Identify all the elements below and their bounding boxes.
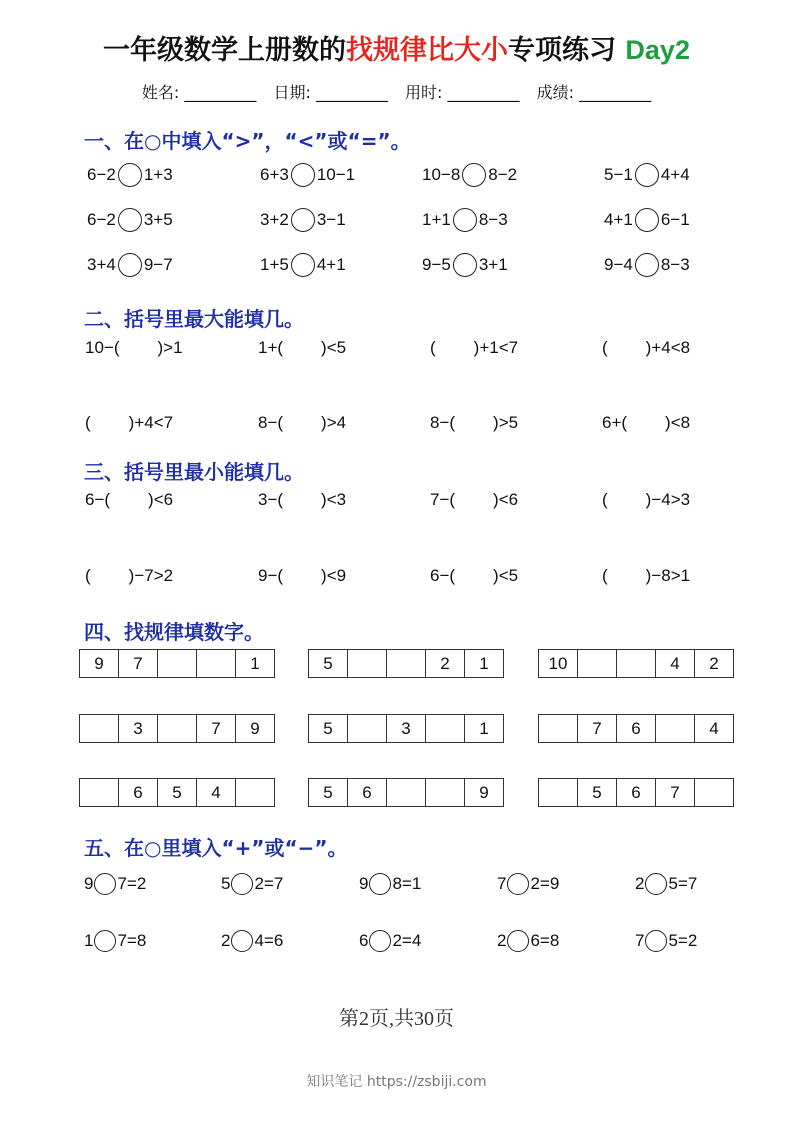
blank-cell[interactable] [386, 649, 426, 678]
expression-right: )<6 [148, 490, 174, 509]
operator-item [635, 926, 697, 956]
expression-right: )−8>1 [645, 566, 691, 585]
equation-right: 6=8 [530, 931, 560, 950]
blank-cell[interactable] [425, 778, 465, 807]
worksheet-title [0, 28, 793, 67]
compare-item [422, 250, 508, 280]
expression-right: )<8 [665, 413, 691, 432]
pattern-row [79, 649, 275, 678]
answer-circle[interactable] [453, 253, 477, 277]
blank-cell[interactable] [79, 778, 119, 807]
operator-item [221, 926, 283, 956]
answer-circle[interactable] [291, 208, 315, 232]
compare-item [422, 205, 508, 235]
operator-circle[interactable] [645, 873, 667, 895]
pattern-row [538, 714, 734, 743]
operand-left: 5 [221, 874, 231, 893]
blank-item [85, 561, 173, 591]
number-cell: 3 [118, 714, 158, 743]
number-cell: 9 [464, 778, 504, 807]
expression-left: 1+5 [260, 255, 289, 274]
number-cell: 5 [308, 714, 348, 743]
blank-cell[interactable] [347, 649, 387, 678]
number-cell: 9 [79, 649, 119, 678]
expression-right: )+4<8 [645, 338, 691, 357]
pattern-row [538, 649, 734, 678]
section2-title: 二、括号里最大能填几。 [84, 307, 304, 331]
compare-item [87, 250, 173, 280]
section3-title: 三、括号里最小能填几。 [84, 460, 304, 484]
page-number: 第2页,共30页 [339, 1008, 454, 1030]
compare-item [422, 160, 517, 190]
blank-item [85, 485, 173, 515]
expression-left: ( [602, 338, 608, 357]
operand-left: 9 [359, 874, 369, 893]
compare-item [260, 205, 346, 235]
expression-right: )<5 [493, 566, 519, 585]
number-cell: 9 [235, 714, 275, 743]
answer-circle[interactable] [635, 208, 659, 232]
number-cell: 5 [308, 778, 348, 807]
equation-right: 2=4 [392, 931, 422, 950]
blank-cell[interactable] [235, 778, 275, 807]
operator-circle[interactable] [507, 873, 529, 895]
expression-right: 9−7 [143, 255, 173, 274]
expression-left: 10−( [85, 338, 120, 357]
operator-item [359, 926, 421, 956]
expression-left: 6−( [85, 490, 111, 509]
operand-left: 9 [84, 874, 94, 893]
operator-item [84, 926, 146, 956]
expression-left: 6−2 [87, 165, 116, 184]
blank-cell[interactable] [694, 778, 734, 807]
operator-circle[interactable] [645, 930, 667, 952]
number-cell: 3 [386, 714, 426, 743]
operator-circle[interactable] [507, 930, 529, 952]
expression-left: 3+2 [260, 210, 289, 229]
expression-right: 3+1 [478, 255, 508, 274]
compare-item [260, 250, 346, 280]
expression-right: 3+5 [143, 210, 173, 229]
expression-left: 5−1 [604, 165, 633, 184]
blank-item [430, 485, 518, 515]
answer-circle[interactable] [118, 163, 142, 187]
number-cell: 5 [157, 778, 197, 807]
section4-title: 四、找规律填数字。 [84, 620, 264, 644]
expression-left: 6−( [430, 566, 456, 585]
title-highlight: 找规律比大小 [346, 35, 509, 66]
blank-item [430, 333, 518, 363]
pattern-row [79, 714, 275, 743]
answer-circle[interactable] [453, 208, 477, 232]
expression-right: )+4<7 [128, 413, 174, 432]
answer-circle[interactable] [118, 253, 142, 277]
blank-item [258, 485, 346, 515]
blank-cell[interactable] [655, 714, 695, 743]
equation-right: 2=9 [530, 874, 560, 893]
operator-item [497, 869, 559, 899]
blank-cell[interactable] [386, 778, 426, 807]
title-part2: 专项练习 [508, 35, 617, 66]
expression-right: 8−2 [488, 165, 518, 184]
expression-left: 3+4 [87, 255, 116, 274]
date-field: 日期: _________ [273, 83, 388, 102]
expression-left: 9−( [258, 566, 284, 585]
number-cell: 6 [347, 778, 387, 807]
expression-left: 1+1 [422, 210, 451, 229]
expression-left: 4+1 [604, 210, 633, 229]
expression-left: ( [85, 413, 91, 432]
expression-right: 8−3 [660, 255, 690, 274]
title-part1: 一年级数学上册数的 [103, 35, 347, 66]
pattern-row [79, 778, 275, 807]
number-cell: 1 [235, 649, 275, 678]
answer-circle[interactable] [462, 163, 486, 187]
expression-right: )−4>3 [645, 490, 691, 509]
number-cell: 4 [196, 778, 236, 807]
blank-item [85, 333, 183, 363]
blank-item [430, 408, 518, 438]
expression-left: 6+3 [260, 165, 289, 184]
operator-circle[interactable] [231, 930, 253, 952]
number-cell: 6 [616, 778, 656, 807]
expression-left: 8−( [430, 413, 456, 432]
operator-circle[interactable] [94, 930, 116, 952]
blank-item [602, 485, 690, 515]
compare-item [604, 160, 690, 190]
expression-left: ( [85, 566, 91, 585]
expression-right: )<9 [321, 566, 347, 585]
expression-right: )>5 [493, 413, 519, 432]
number-cell: 5 [308, 649, 348, 678]
expression-left: ( [602, 566, 608, 585]
expression-right: )<6 [493, 490, 519, 509]
equation-right: 8=1 [392, 874, 422, 893]
section5-title: 五、在○里填入“+”或“−”。 [84, 836, 348, 860]
blank-cell[interactable] [425, 714, 465, 743]
pattern-row [308, 778, 504, 807]
pattern-row [308, 649, 504, 678]
operand-left: 7 [635, 931, 645, 950]
number-cell: 7 [577, 714, 617, 743]
number-cell: 4 [694, 714, 734, 743]
blank-cell[interactable] [157, 714, 197, 743]
number-cell: 1 [464, 649, 504, 678]
operand-left: 2 [635, 874, 645, 893]
operator-item [84, 869, 146, 899]
blank-cell[interactable] [157, 649, 197, 678]
equation-right: 7=8 [117, 931, 147, 950]
expression-left: 9−4 [604, 255, 633, 274]
expression-right: )>4 [321, 413, 347, 432]
section1-title: 一、在○中填入“>”，“<”或“=”。 [84, 129, 411, 153]
number-cell: 2 [425, 649, 465, 678]
time-field: 用时: _________ [405, 83, 520, 102]
operator-circle[interactable] [369, 930, 391, 952]
expression-right: )<3 [321, 490, 347, 509]
operator-circle[interactable] [369, 873, 391, 895]
expression-left: ( [430, 338, 436, 357]
blank-cell[interactable] [616, 649, 656, 678]
equation-right: 7=2 [117, 874, 147, 893]
expression-left: ( [602, 490, 608, 509]
number-cell: 10 [538, 649, 578, 678]
expression-left: 9−5 [422, 255, 451, 274]
operand-left: 7 [497, 874, 507, 893]
expression-right: 8−3 [478, 210, 508, 229]
number-cell: 7 [118, 649, 158, 678]
number-cell: 6 [616, 714, 656, 743]
blank-item [258, 408, 346, 438]
pattern-row [538, 778, 734, 807]
score-field: 成绩: _________ [536, 83, 652, 102]
blank-cell[interactable] [196, 649, 236, 678]
expression-right: )−7>2 [128, 566, 174, 585]
blank-cell[interactable] [538, 778, 578, 807]
title-day: Day2 [625, 35, 690, 65]
number-cell: 6 [118, 778, 158, 807]
expression-right: )+1<7 [473, 338, 519, 357]
equation-right: 5=2 [668, 931, 698, 950]
answer-circle[interactable] [118, 208, 142, 232]
answer-circle[interactable] [635, 253, 659, 277]
operand-left: 1 [84, 931, 94, 950]
blank-item [258, 561, 346, 591]
equation-right: 4=6 [254, 931, 284, 950]
equation-right: 2=7 [254, 874, 284, 893]
expression-right: )>1 [157, 338, 183, 357]
expression-right: 3−1 [316, 210, 346, 229]
number-cell: 7 [196, 714, 236, 743]
operand-left: 2 [221, 931, 231, 950]
blank-item [85, 408, 173, 438]
number-cell: 5 [577, 778, 617, 807]
blank-cell[interactable] [538, 714, 578, 743]
compare-item [87, 205, 173, 235]
answer-circle[interactable] [291, 253, 315, 277]
operand-left: 6 [359, 931, 369, 950]
expression-left: 6−2 [87, 210, 116, 229]
compare-item [604, 250, 690, 280]
number-cell: 2 [694, 649, 734, 678]
operator-item [497, 926, 559, 956]
answer-circle[interactable] [291, 163, 315, 187]
blank-cell[interactable] [79, 714, 119, 743]
compare-item [604, 205, 690, 235]
equation-right: 5=7 [668, 874, 698, 893]
number-cell: 1 [464, 714, 504, 743]
compare-item [260, 160, 355, 190]
blank-item [258, 333, 346, 363]
operator-circle[interactable] [94, 873, 116, 895]
blank-cell[interactable] [577, 649, 617, 678]
expression-right: 1+3 [143, 165, 173, 184]
operator-item [635, 869, 697, 899]
expression-right: 4+1 [316, 255, 346, 274]
blank-item [602, 561, 690, 591]
number-cell: 7 [655, 778, 695, 807]
student-info-line [0, 80, 793, 103]
expression-left: 6+( [602, 413, 628, 432]
operator-item [359, 869, 421, 899]
watermark: 知识笔记 https://zsbiji.com [306, 1074, 487, 1090]
blank-item [430, 561, 518, 591]
expression-right: 6−1 [660, 210, 690, 229]
operand-left: 2 [497, 931, 507, 950]
expression-right: 4+4 [660, 165, 690, 184]
operator-circle[interactable] [231, 873, 253, 895]
name-field: 姓名: _________ [141, 83, 257, 102]
compare-item [87, 160, 173, 190]
number-cell: 4 [655, 649, 695, 678]
blank-item [602, 333, 690, 363]
expression-left: 3−( [258, 490, 284, 509]
pattern-row [308, 714, 504, 743]
expression-left: 8−( [258, 413, 284, 432]
answer-circle[interactable] [635, 163, 659, 187]
expression-right: )<5 [321, 338, 347, 357]
blank-item [602, 408, 690, 438]
expression-left: 10−8 [422, 165, 461, 184]
expression-right: 10−1 [316, 165, 356, 184]
expression-left: 7−( [430, 490, 456, 509]
operator-item [221, 869, 283, 899]
expression-left: 1+( [258, 338, 284, 357]
blank-cell[interactable] [347, 714, 387, 743]
